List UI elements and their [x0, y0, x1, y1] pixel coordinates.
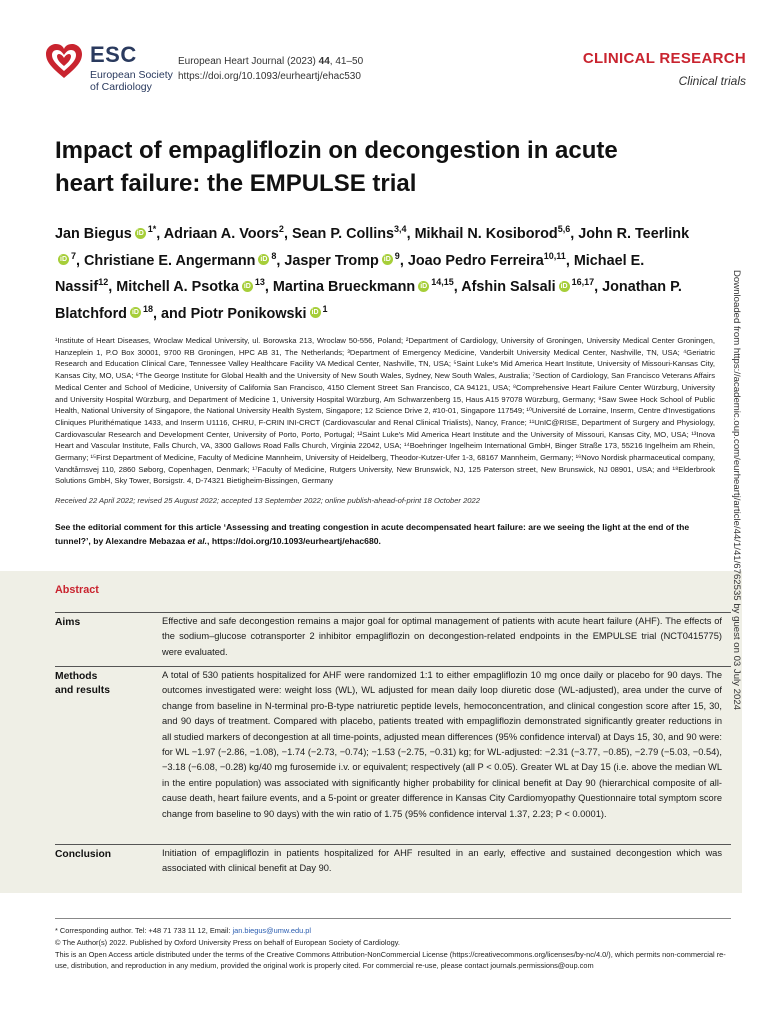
abstract-rule-conclusion	[55, 844, 731, 845]
editorial-comment	[55, 521, 715, 548]
author-separator: ,	[399, 252, 408, 269]
author-name[interactable]: Jan Biegus	[55, 225, 132, 242]
journal-citation	[178, 54, 363, 84]
author-name[interactable]: Joao Pedro Ferreira	[407, 252, 544, 269]
orcid-icon[interactable]: iD	[131, 309, 139, 316]
author-affiliation-sup: 18	[142, 303, 153, 314]
license: This is an Open Access article distributed under the terms of the Creative Commons Attribution-NonCommercial License (https://creativecommons.org/licenses/by-nc/4.0/), which permits non-commercial re-use, distribution, and reproduction in any medium, provided the original work is properly cited. For commercial re-use, please contact journals.permissions@oup.com	[55, 949, 726, 971]
esc-logo	[42, 40, 182, 96]
author-separator: ,	[406, 225, 415, 242]
author-affiliation-sup: 10,11	[543, 250, 566, 261]
author-name[interactable]: Michael E. Nassif	[55, 252, 645, 295]
orcid-icon[interactable]: iD	[560, 282, 568, 290]
orcid-icon[interactable]: iD	[383, 256, 391, 263]
logo-abbrev: ESC	[90, 42, 137, 67]
journal-line: European Heart Journal (2023)	[178, 56, 319, 67]
corresponding-author: * Corresponding author. Tel: +48 71 733 11 12, Email:	[55, 926, 233, 935]
article-title: Impact of empagliflozin on decongestion in acute heart failure: the EMPULSE trial	[55, 137, 618, 197]
received-dates: Received 22 April 2022; revised 25 August 2022; accepted 13 September 2022; online publish-ahead-of-print 18 October 2022	[55, 496, 480, 505]
author-name[interactable]: Christiane E. Angermann	[84, 252, 256, 269]
orcid-icon[interactable]: iD	[60, 256, 67, 263]
author-name[interactable]: Jasper Tromp	[284, 252, 379, 269]
conclusion-text: Initiation of empagliflozin in patients hospitalized for AHF resulted in an early, effective and sustained decongestion which was associated with clinical benefit at Day 90.	[162, 848, 722, 874]
logo-name: European Society of Cardiology	[90, 69, 173, 93]
author-affiliation-sup: 16,17	[571, 277, 595, 287]
aims-text: Effective and safe decongestion remains a major goal for optimal management of patients with acute heart failure (AHF). The effects of the sodium–glucose cotransporter 2 inhibitor empagliflozin on decongestion-related endpoints in the EMPULSE trial (NCT0415775) were evaluated.	[162, 616, 722, 657]
author-separator: ,	[108, 278, 117, 295]
editorial-text: See the editorial comment for this article ‘Assessing and treating congestion in acute decompensated heart failure: are we seeing the light at the end of the tunnel?’, by Alexandre Mebazaa	[55, 522, 690, 546]
email-link[interactable]: jan.biegus@umw.edu.pl	[232, 926, 312, 935]
author-separator: ,	[453, 278, 462, 295]
author-name[interactable]: John R. Teerlink	[578, 225, 690, 242]
aims-label: Aims	[55, 617, 81, 628]
journal-volume: 44	[318, 56, 330, 67]
abstract-rule-methods	[55, 666, 731, 667]
author-name[interactable]: Afshin Salsali	[461, 278, 556, 295]
author-separator: ,	[283, 225, 292, 242]
conclusion-label: Conclusion	[55, 849, 112, 860]
author-affiliation-sup: 3,4	[394, 224, 407, 234]
doi-link[interactable]: https://doi.org/10.1093/eurheartj/ehac530	[178, 71, 361, 82]
author-name[interactable]: Mitchell A. Psotka	[116, 278, 239, 295]
author-name[interactable]: Adriaan A. Voors	[163, 225, 279, 242]
orcid-icon[interactable]: iD	[136, 229, 144, 237]
author-separator: ,	[276, 252, 285, 269]
subsection-label: Clinical trials	[678, 74, 746, 88]
author-affiliation-sup: 14,15	[431, 277, 454, 287]
author-separator: ,	[156, 225, 164, 242]
abstract-heading: Abstract	[55, 584, 99, 596]
author-name[interactable]: Martina Brueckmann	[272, 278, 416, 295]
journal-pages: , 41–50	[329, 56, 364, 67]
author-affiliation-sup: 1	[322, 303, 328, 314]
author-name[interactable]: Jonathan P. Blatchford	[55, 278, 682, 322]
author-affiliation-sup: 1*	[147, 224, 157, 234]
author-separator: ,	[152, 305, 161, 322]
author-affiliation-sup: 2	[278, 224, 284, 234]
footnote-rule	[55, 918, 731, 919]
author-separator: ,	[565, 252, 574, 269]
author-separator: ,	[594, 278, 603, 295]
abstract-rule-top	[55, 612, 731, 613]
author-affiliation-sup: 5,6	[557, 224, 571, 234]
author-list	[55, 219, 695, 325]
author-affiliation-sup: 7	[71, 250, 77, 261]
methods-text: A total of 530 patients hospitalized for AHF were randomized 1:1 to either empagliflozin 10 mg once daily or placebo for 90 days. The outcomes investigated were: weight loss (WL), WL adjusted for mean daily loop diuretic dose (WL-adjusted), area under the curve of change from baseline in N-terminal pro-B-type natriuretic peptide levels, hemoconcentration, and clinical congestion score after 15, 30, and 90 days of treatment. Compared with placebo, patients treated with empagliflozin demonstrated significantly greater reductions in all studied markers of decongestion at all time-points, adjusted mean differences (95% confidence interval) at Days 15, 30, and 90 were: for WL −1.97 (−2.86, −1.08), −1.74 (−2.73, −0.74); −1.53 (−2.75, −0.31) kg; for WL-adjusted: −2.31 (−3.77, −0.85), −2.79 (−5.03, −0.54), −3.18 (−6.08, −0.28) kg/40 mg furosemide i.v. or equivalent; respectively (all P < 0.05). Greater WL at Day 15 (i.e. above the median WL in the entire population) was associated with significantly higher probability for clinical benefit at Day 90 (hierarchical composite of all-cause death, heart failure events, and a 5-point or greater difference in Kansas City Cardiomyopathy Questionnaire total symptom score change from baseline to 90 days) with the win ratio of 1.75 (95% confidence interval 1.37, 2.23; P < 0.0001).	[162, 670, 722, 819]
author-separator: ,	[570, 225, 579, 242]
orcid-icon[interactable]: iD	[311, 309, 319, 316]
orcid-icon[interactable]: iD	[420, 282, 428, 290]
author-name[interactable]: Mikhail N. Kosiborod	[414, 225, 558, 242]
author-affiliation-sup: 8	[271, 250, 277, 261]
methods-label: Methods and results	[55, 671, 110, 696]
editorial-etal: et al.	[187, 535, 208, 546]
author-separator: ,	[76, 252, 85, 269]
section-label: CLINICAL RESEARCH	[582, 50, 746, 67]
author-name[interactable]: Piotr Ponikowski	[190, 305, 307, 322]
author-affiliation-sup: 9	[394, 250, 400, 261]
author-separator: ,	[264, 278, 273, 295]
affiliations: ¹Institute of Heart Diseases, Wroclaw Medical University, ul. Borowska 213, Wroclaw 50-556, Poland; ²Department of Cardiology, University of Groningen, University Medical Center Groningen, Hanzeplein 1, P.O Box 30001, 9700 RB Groningen, HPC AB 31, The Netherlands; ³Department of Emergency Medicine, Vanderbilt University Medical Center, Nashville, TN, USA; ⁴Geriatric Research and Education Clinical Care, Tennessee Valley Healthcare Facility VA Medical Center, Nashville, TN, USA; ⁵Saint Luke's Mid America Heart Institute, University of Missouri-Kansas City, Kansas City, MO, USA; ⁶The George Institute for Global Health and the University of New South Wales, Sydney, New South Wales, Australia; ⁷Section of Cardiology, San Francisco Veterans Affairs Medical Center and School of Medicine, University of California San Francisco, 4150 Clement Street San Francisco, CA 94121, USA; ⁸Comprehensive Heart Failure Center Würzburg, University and University Hospital Würzburg, and Department of Medicine 1, University Hospital Würzburg, Am Schwarzenberg 15, Haus A15 97078 Würzburg, Germany; ⁹Saw Swee Hock School of Public Health, National University of Singapore, the National University Health System, Singapore; 12 Science Drive 2, #10-01, Singapore 117549; ¹⁰Université de Lorraine, Inserm, Centre d'Investigations Cliniques Plurithématique 1433, and Inserm U1116, CHRU, F-CRIN INI-CRCT (Cardiovascular and Renal Clinical Trialists), Nancy, France; ¹¹UnIC@RISE, Department of Surgery and Physiology, Cardiovascular Research and Development Center, University of Porto, Porto, Portugal; ¹²Saint Luke's Mid America Heart Institute and the University of Missouri, Kansas City, MO, USA; ¹³Inova Heart and Vascular Institute, Falls Church, VA, 3300 Gallows Road Falls Church, Virginia 22042, USA; ¹⁴Boehringer Ingelheim International GmbH, Binger Straße 173, 55216 Ingelheim am Rhein, Germany; ¹⁵First Department of Medicine, Faculty of Medicine Mannheim, University of Heidelberg, Theodor-Kutzer-Ufer 1-3, 68167 Mannheim, Germany; ¹⁶Novo Nordisk pharmaceutical company, Vandtårnsvej 110, 2860 Søborg, Copenhagen, Denmark; ¹⁷Faculty of Medicine, Rutgers University, New Brunswick, NJ, 125 Paterson street, New Brunswick, NJ 08901, USA; and ¹⁸Elderbrook Solutions GmbH, Sky Tower, Borsigstr. 4, D-74321 Bietigheim-Bissingen, Germany	[55, 336, 715, 486]
author-name[interactable]: Sean P. Collins	[291, 225, 395, 242]
heart-logo-icon	[42, 40, 86, 84]
author-conjunction: and	[160, 305, 191, 322]
editorial-doi[interactable]: , https://doi.org/10.1093/eurheartj/ehac680.	[207, 535, 381, 546]
orcid-icon[interactable]: iD	[243, 282, 251, 290]
copyright: © The Author(s) 2022. Published by Oxford University Press on behalf of European Society of Cardiology.	[55, 937, 400, 947]
author-affiliation-sup: 12	[98, 277, 109, 287]
author-affiliation-sup: 13	[254, 277, 265, 287]
footnotes	[55, 925, 731, 972]
orcid-icon[interactable]: iD	[260, 256, 268, 263]
download-note: Downloaded from https://academic.oup.com/eurheartj/article/44/1/41/6762535 by guest on 03 July 2024	[731, 270, 742, 710]
